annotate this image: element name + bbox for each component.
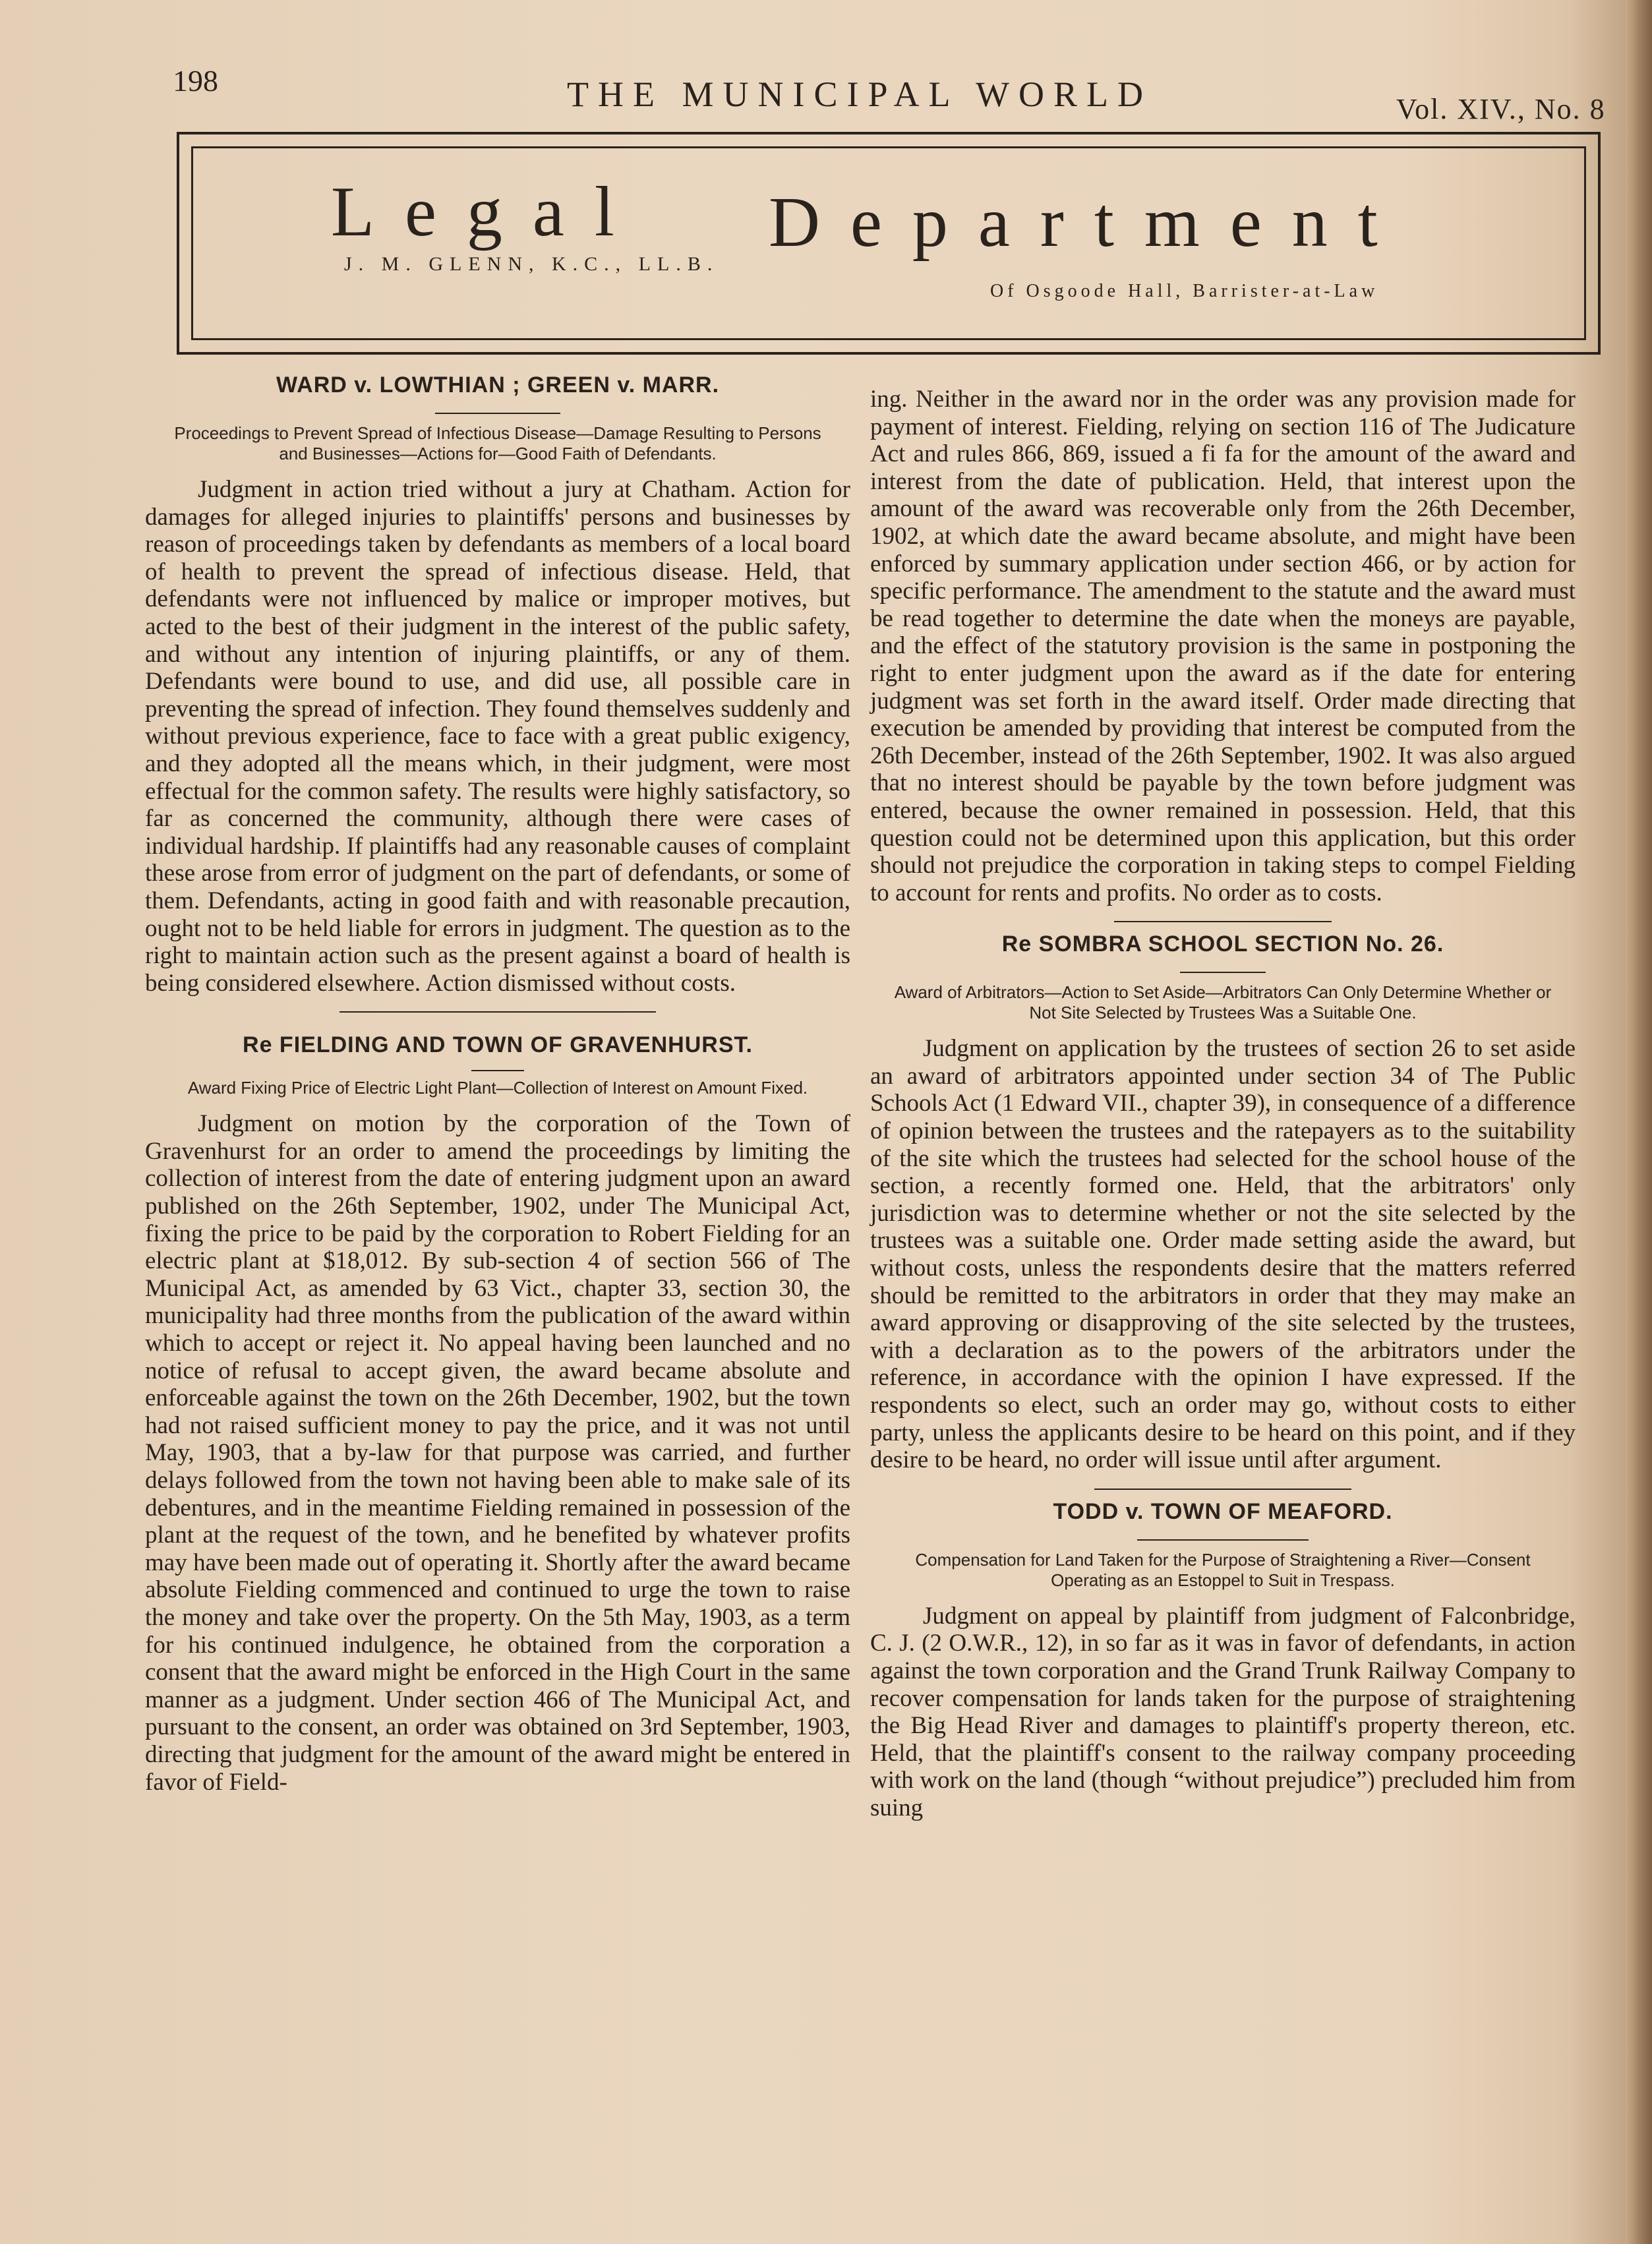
case-text-fielding-part2: ing. Neither in the award nor in the order was any provision made for payment of interest. Fielding, relying on section 116 of The Judicature Act and rules 866, 869, issued a fi fa for the amount of the award and interest from the date of publication. Held, that interest upon the amount of the award was recoverable only from the 26th December, 1902, at which date the award became absolute, and might have been enforced by summary application under section 466, or by action for specific performance. The amendment to the statute and the award must be read together to determine the date when the moneys are payable, and the effect of the statutory provision is the same in postponing the right to enter judgment upon the award as if the date for entering judgment was set forth in the award itself. Order made directing that execution be amended by providing that interest be computed from the 26th December, instead of the 26th September, 1902. It was also argued that no interest should be payable by the town before judgment was entered, because the owner remained in possession. Held, that this question could not be determined upon this application, but this order should not prejudice the corporation in taking steps to compel Fielding to account for rents and profits. No order as to costs. <box>870 386 1576 906</box>
section-banner <box>177 132 1601 355</box>
case-title-fielding: Re FIELDING AND TOWN OF GRAVENHURST. <box>243 1032 753 1058</box>
headnote-fielding: Award Fixing Price of Electric Light Plant—Collection of Interest on Amount Fixed. <box>187 1078 808 1098</box>
page-edge <box>1626 0 1652 2244</box>
divider <box>1137 1539 1309 1541</box>
divider <box>435 413 560 414</box>
headnote-sombra: Award of Arbitrators—Action to Set Aside—Arbitrators Can Only Determine Whether or Not Site Selected by Trustees Was a Suitable One. <box>894 982 1552 1023</box>
banner-title-department: Department <box>769 183 1408 262</box>
case-title-ward: WARD v. LOWTHIAN ; GREEN v. MARR. <box>276 372 720 398</box>
page-number: 198 <box>173 64 218 98</box>
divider <box>1180 972 1266 973</box>
right-column <box>870 386 1576 1822</box>
case-title-sombra: Re SOMBRA SCHOOL SECTION No. 26. <box>1001 931 1444 957</box>
case-text-todd: Judgment on appeal by plaintiff from judgment of Falconbridge, C. J. (2 O.W.R., 12), in so far as it was in favor of defendants, in action against the town corporation and the Grand Trunk Railway Company to recover compensation for lands taken for the purpose of straightening the Big Head River and damages to plaintiff's property thereon, etc. Held, that the plaintiff's consent to the railway company proceeding with work on the land (though “without prejudice”) precluded him from suing <box>870 1602 1576 1821</box>
editor-name: J. M. GLENN, K.C., LL.B. <box>344 253 719 275</box>
divider <box>339 1011 656 1013</box>
divider <box>471 1070 524 1071</box>
headnote-ward: Proceedings to Prevent Spread of Infectious Disease—Damage Resulting to Persons and Businesses—Actions for—Good Faith of Defendants. <box>174 423 821 463</box>
case-text-sombra: Judgment on application by the trustees of section 26 to set aside an award of arbitrators appointed under section 34 of The Public Schools Act (1 Edward VII., chapter 39), in consequence of a difference of opinion between the trustees and the ratepayers as to the suitability of the site which the trustees had selected for the school house of the section, a recently formed one. Held, that the arbitrators' only jurisdiction was to determine whether or not the site selected by the trustees was a suitable one. Order made setting aside the award, but without costs, unless the respondents desire that the matters referred should be remitted to the arbitrators in order that they may make an award approving or disapproving of the site selected by the trustees, with a declaration as to the powers of the arbitrators under the reference, in accordance with the opinion I have expressed. If the respondents so elect, such an order may go, without costs to either party, unless the applicants desire to be heard on this point, and if they desire to be heard, no order will issue until after argument. <box>870 1035 1576 1474</box>
headnote-todd: Compensation for Land Taken for the Purpose of Straightening a River—Consent Operating as an Estoppel to Suit in Trespass. <box>915 1549 1531 1590</box>
case-text-ward: Judgment in action tried without a jury at Chatham. Action for damages for alleged injuries to plaintiffs' persons and businesses by reason of proceedings taken by defendants as members of a local board of health to prevent the spread of infectious disease. Held, that defendants were not influenced by malice or improper motives, but acted to the best of their judgment in the interest of the public safety, and without any intention of injuring plaintiffs, or any of them. Defendants were bound to use, and did use, all possible care in preventing the spread of infection. They found themselves suddenly and without previous experience, face to face with a great public exigency, and they adopted all the means which, in their judgment, were most effectual for the common safety. The results were highly satisfactory, so far as concerned the community, although there were cases of individual hardship. If plaintiffs had any reasonable causes of complaint these arose from error of judgment on the part of defendants, or some of them. Defendants, acting in good faith and with reasonable precaution, ought not to be held liable for errors in judgment. The question as to the right to maintain action such as the present against a board of health is being considered elsewhere. Action dismissed without costs. <box>145 476 850 997</box>
case-text-fielding-part1: Judgment on motion by the corporation of the Town of Gravenhurst for an order to amend the proceedings by limiting the collection of interest from the date of entering judgment upon an award published on the 26th September, 1902, under The Municipal Act, fixing the price to be paid by the corporation to Robert Fielding for an electric plant at $18,012. By sub-section 4 of section 566 of The Municipal Act, as amended by 63 Vict., chapter 33, section 30, the municipality had three months from the publication of the award within which to accept or reject it. No appeal having been launched and no notice of refusal to accept given, the award became absolute and enforceable against the town on the 26th December, 1902, but the town had not raised sufficient money to pay the price, and it was not until May, 1903, that a by-law for that purpose was carried, and further delays followed from the town not having been able to make sale of its debentures, and in the meantime Fielding remained in possession of the plant at the request of the town, and he benefited by whatever profits may have been made out of operating it. Shortly after the award became absolute Fielding commenced and continued to urge the town to raise the money and take over the property. On the 5th May, 1903, as a term for his continued indulgence, he obtained from the corporation a consent that the award might be enforced in the High Court in the same manner as a judgment. Under section 466 of The Municipal Act, and pursuant to the consent, an order was obtained on 3rd September, 1903, directing that judgment for the amount of the award might be entered in favor of Field- <box>145 1110 850 1796</box>
editor-affiliation: Of Osgoode Hall, Barrister-at-Law <box>990 281 1379 301</box>
volume-number: Vol. XIV., No. 8 <box>1396 93 1606 125</box>
running-head: THE MUNICIPAL WORLD <box>567 74 1153 114</box>
divider <box>1094 1489 1351 1490</box>
left-column <box>145 372 850 1796</box>
case-title-todd: TODD v. TOWN OF MEAFORD. <box>1053 1498 1393 1524</box>
divider <box>1114 921 1332 922</box>
banner-title-legal: Legal <box>331 173 645 251</box>
